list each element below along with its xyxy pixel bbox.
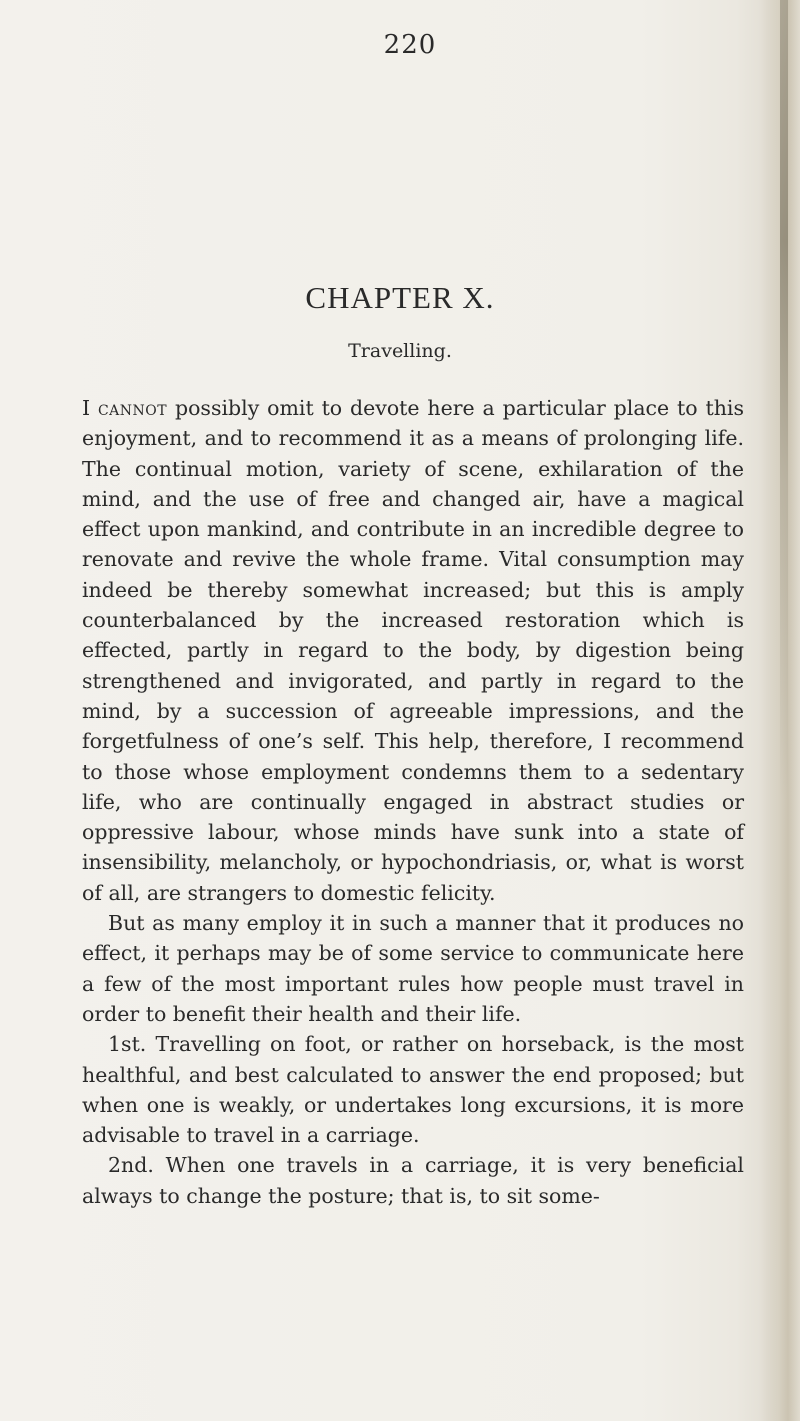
paragraph-1 [82, 393, 744, 908]
chapter-title: CHAPTER X. [305, 280, 495, 315]
paragraph-3: 1st. Travelling on foot, or rather on horseback, is the most healthful, and best calculated to answer the end proposed; but when one is weakly, or undertakes long excursions, it is more advisable to travel in a carriage. [82, 1032, 744, 1148]
lead-word: cannot [97, 396, 168, 420]
paragraph-2: But as many employ it in such a manner that it produces no effect, it perhaps may be of some service to communicate here a few of the most important rules how people must travel in order to benefit their health and their life. [82, 911, 744, 1026]
paragraph-1-text: possibly omit to devote here a particular place to this enjoyment, and to recommend it as a means of prolonging life. The continual motion, variety of scene, exhilaration of the mind, and the use of free and changed air, have a magical effect upon mankind, and contribute in an incredible degree to renovate and revive the whole frame. Vital consumption may indeed be thereby somewhat increased; but this is amply counterbalanced by the increased restoration which is effected, partly in regard to the body, by digestion being strengthened and invigorated, and partly in regard to the mind, by a succession of agreeable impressions, and the forgetfulness of one’s self. This help, therefore, I recommend to those whose employment condemns them to a sedentary life, who are continually engaged in abstract studies or oppressive labour, whose minds have sunk into a state of insensibility, melancholy, or hypochondriasis, or, what is worst of all, are strangers to domestic felicity. [82, 396, 744, 905]
page-edge-binding [780, 0, 788, 800]
dropcap-letter: I [82, 396, 91, 420]
page-number: 220 [383, 30, 437, 60]
chapter-subtitle: Travelling. [348, 340, 452, 362]
paragraph-4: 2nd. When one travels in a carriage, it is very beneficial always to change the posture; that is, to sit some- [82, 1153, 744, 1208]
body-text [82, 393, 744, 1211]
